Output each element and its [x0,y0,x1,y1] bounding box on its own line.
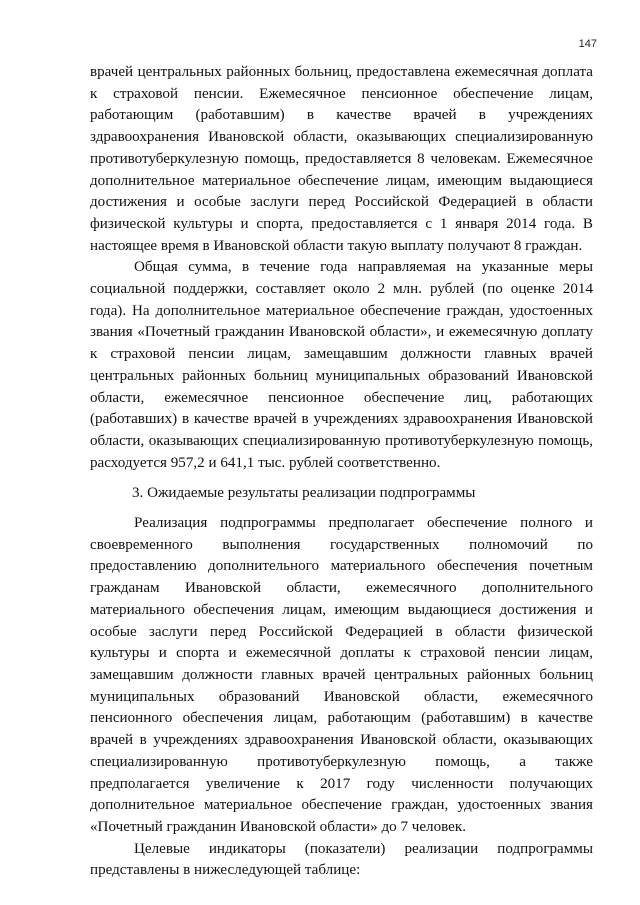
paragraph-total-amount: Общая сумма, в течение года направляемая на указанные меры социальной поддержки, составляет около 2 млн. рублей (по оценке 2014 года). На дополнительное материальное обеспечение граждан, удостоенных звания «Почетный гражданин Ивановской области», и ежемесячную доплату к страховой пенсии лицам, замещавшим должности главных врачей центральных районных больниц муниципальных образований Ивановской области, ежемесячное пенсионное обеспечение лиц, работающих (работавших) в качестве врачей в учреждениях здравоохранения Ивановской области, оказывающих специализированную противотуберкулезную помощь, расходуется 957,2 и 641,1 тыс. рублей соответственно. [90,259,593,471]
paragraph-implementation: Реализация подпрограммы предполагает обеспечение полного и своевременного выполнения государственных полномочий по предоставлению дополнительного материального обеспечения почетным гражданам Ивановской области, ежемесячного дополнительного материального обеспечения лицам, имеющим выдающиеся достижения и особые заслуги перед Российской Федерацией в области физической культуры и спорта и ежемесячной доплаты к страховой пенсии лицам, замещавшим должности главных врачей центральных районных больниц муниципальных образований Ивановской области, ежемесячного пенсионного обеспечения лицам, работающим (работавшим) в качестве врачей в учреждениях здравоохранения Ивановской области, оказывающих специализированную противотуберкулезную помощь, а также предполагается увеличение к 2017 году численности получающих дополнительное материальное обеспечение граждан, удостоенных звания «Почетный гражданин Ивановской области» до 7 человек. [90,515,593,835]
paragraph-pension-recipients: врачей центральных районных больниц, предоставлена ежемесячная доплата к страховой пенсии. Ежемесячное пенсионное обеспечение лицам, работающим (работавшим) в качестве врачей в учреждениях здравоохранения Ивановской области, оказывающих специализированную противотуберкулезную помощь, предоставляется 8 человекам. Ежемесячное дополнительное материальное обеспечение лицам, имеющим выдающиеся достижения и особые заслуги перед Российской Федерацией в области физической культуры и спорта, предоставляется с 1 января 2014 года. В настоящее время в Ивановской области такую выплату получают 8 граждан. [90,64,593,254]
page-number: 147 [578,38,597,50]
document-body [90,62,593,882]
section-heading-expected-results: 3. Ожидаемые результаты реализации подпрограммы [132,485,476,502]
paragraph-target-indicators: Целевые индикаторы (показатели) реализации подпрограммы представлены в нижеследующей таблице: [90,840,593,879]
